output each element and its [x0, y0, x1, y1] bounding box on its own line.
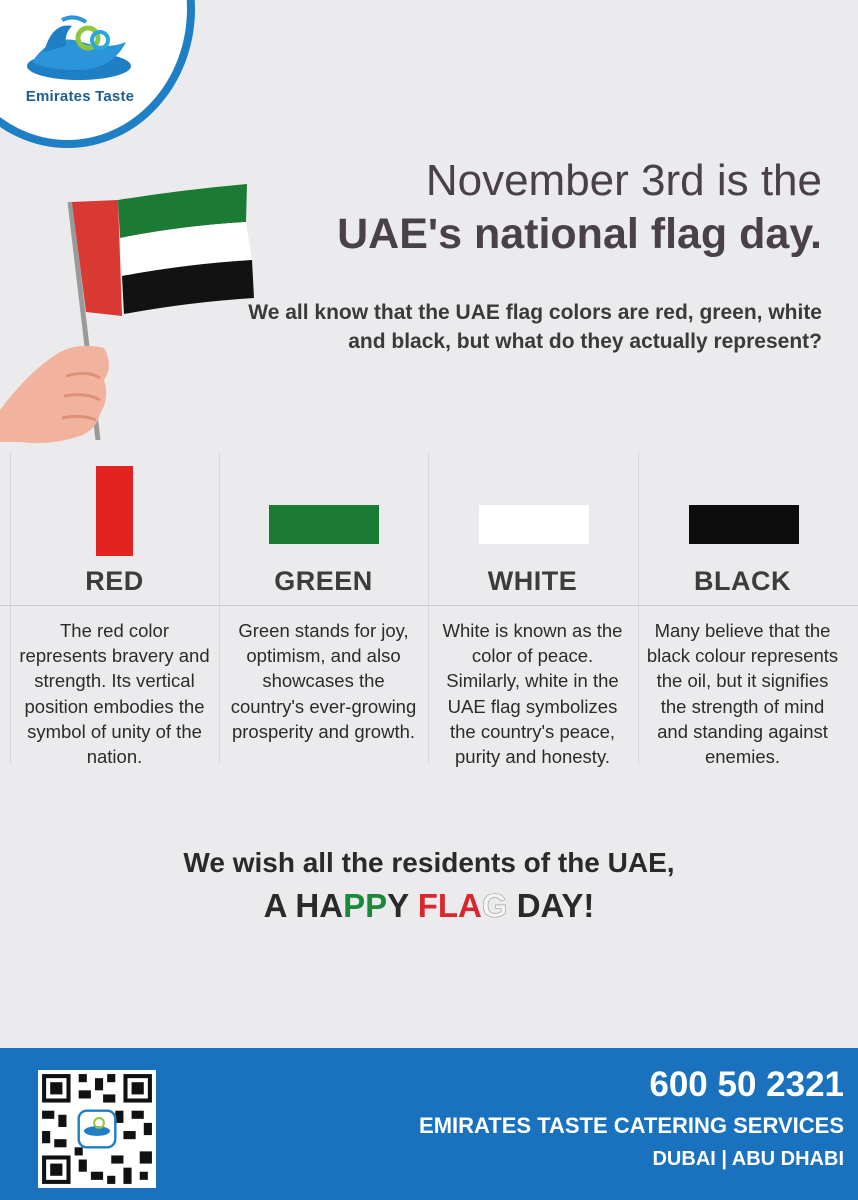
color-description: Many believe that the black colour represents the oil, but it signifies the strength of mind and standing against enemies.	[646, 620, 839, 768]
column-divider	[219, 452, 220, 764]
qr-code-icon[interactable]	[38, 1070, 156, 1188]
emirates-taste-logo-icon	[22, 12, 136, 88]
color-title: RED	[85, 566, 144, 596]
headline-line1: November 3rd is the	[425, 156, 822, 205]
column-divider	[10, 452, 11, 764]
color-title: WHITE	[487, 566, 578, 596]
greeting-line1: We wish all the residents of the UAE,	[183, 847, 675, 878]
greeting-line2	[0, 883, 858, 929]
column-divider	[428, 452, 429, 764]
company-name: EMIRATES TASTE CATERING SERVICES	[419, 1113, 844, 1138]
locations: DUBAI | ABU DHABI	[652, 1148, 844, 1170]
headline-line2: UAE's national flag day.	[337, 210, 822, 258]
contact-block	[419, 1064, 844, 1176]
greeting-segment: FLA	[417, 887, 482, 924]
column-divider	[638, 452, 639, 764]
greeting-segment: A HA	[263, 887, 344, 924]
intro-text: We all know that the UAE flag colors are red, green, white and black, but what do they actually represent?	[248, 301, 822, 353]
headline	[337, 154, 822, 260]
phone-number[interactable]: 600 50 2321	[649, 1065, 844, 1104]
white-swatch	[479, 505, 589, 544]
black-swatch	[689, 505, 799, 544]
color-description: The red color represents bravery and strength. Its vertical position embodies the symbol of unity of the nation.	[19, 620, 210, 768]
color-description: White is known as the color of peace. Similarly, white in the UAE flag symbolizes the country's peace, purity and honesty.	[442, 620, 623, 768]
section-divider	[0, 605, 858, 606]
footer-bar	[0, 1048, 858, 1200]
greeting-segment: Y	[387, 887, 418, 924]
color-description: Green stands for joy, optimism, and also showcases the country's ever-growing prosperity and growth.	[230, 620, 417, 742]
green-swatch	[269, 505, 379, 544]
greeting-segment: PP	[343, 887, 388, 924]
brand-name: Emirates Taste	[25, 88, 135, 105]
color-title: GREEN	[274, 566, 373, 596]
color-title: BLACK	[694, 566, 791, 596]
greeting-segment: G	[481, 887, 508, 924]
red-swatch	[96, 466, 133, 556]
greeting	[0, 843, 858, 929]
greeting-segment: DAY!	[507, 887, 595, 924]
